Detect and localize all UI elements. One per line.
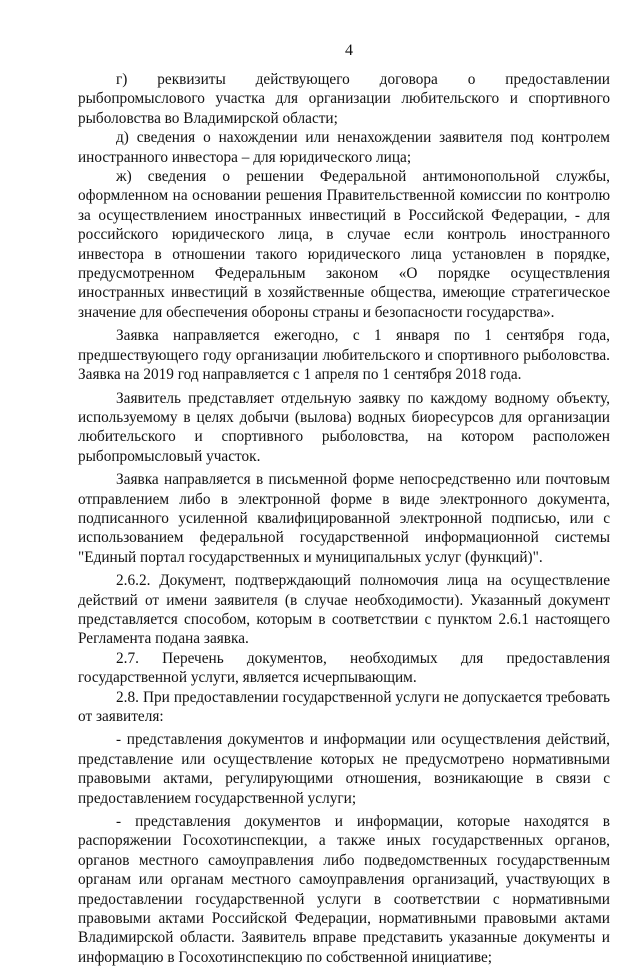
paragraph-separate-application: Заявитель представляет отдельную заявку по каждому водному объекту, используемому в целях добычи (вылова) водных биоресурсов для организации любительского и спортивного рыболовства, на котором расположен рыбопромысловый участок. [78, 389, 610, 465]
paragraph-2-8: 2.8. При предоставлении государственной услуги не допускается требовать от заявителя: [78, 688, 610, 725]
paragraph-2-7: 2.7. Перечень документов, необходимых для предоставления государственной услуги, является исчерпывающим. [78, 649, 610, 687]
page-number: 4 [345, 42, 353, 59]
paragraph-requisites: г) реквизиты действующего договора о предоставлении рыбопромыслового участка для организации любительского и спортивного рыболовства во Владимирской области; [78, 71, 610, 127]
list-item-no-held-documents: - представления документов и информации, которые находятся в распоряжении Госохотинспекции, а также иных государственных органов, органов местного самоуправления либо подведомственных государственным органам или органам местного самоуправления организаций, участвующих в предоставлении государственной услуги в соответствии с нормативными правовыми актами Российской Федерации, нормативными правовыми актами Владимирской области. Заявитель вправе представить указанные документы и информацию в Госохотинспекцию по собственной инициативе; [78, 813, 610, 966]
paragraph-submission-form: Заявка направляется в письменной форме непосредственно или почтовым отправлением либо в электронной форме в виде электронного документа, подписанного усиленной квалифицированной электронной подписью, или с использованием федеральной государственной информационной системы "Единый портал государственных и муниципальных услуг (функций)". [78, 471, 610, 566]
paragraph-foreign-control: д) сведения о нахождении или ненахождении заявителя под контролем иностранного инвестора – для юридического лица; [78, 129, 610, 166]
paragraph-application-period: Заявка направляется ежегодно, с 1 января по 1 сентября года, предшествующего году организации любительского и спортивного рыболовства. Заявка на 2019 год направляется с 1 апреля по 1 сентября 2018 года. [78, 327, 610, 384]
paragraph-fas-decision: ж) сведения о решении Федеральной антимонопольной службы, оформленном на основании решения Правительственной комиссии по контролю за осуществлением иностранных инвестиций в Российской Федерации, - для российского юридического лица, в случае если контроль иностранного инвестора в отношении такого юридического лица установлен в порядке, предусмотренном Федеральным законом «О порядке осуществления иностранных инвестиций в хозяйственные общества, имеющие стратегическое значение для обеспечения обороны страны и безопасности государства». [78, 168, 610, 321]
paragraph-2-6-2: 2.6.2. Документ, подтверждающий полномочия лица на осуществление действий от имени заявителя (в случае необходимости). Указанный документ представляется способом, которым в соответствии с пунктом 2.6.1 настоящего Регламента подана заявка. [78, 572, 610, 648]
list-item-no-unrequired-documents: - представления документов и информации или осуществления действий, представление или осуществление которых не предусмотрено нормативными правовыми актами, регулирующими отношения, возникающие в связи с предоставлением государственной услуги; [78, 731, 610, 807]
